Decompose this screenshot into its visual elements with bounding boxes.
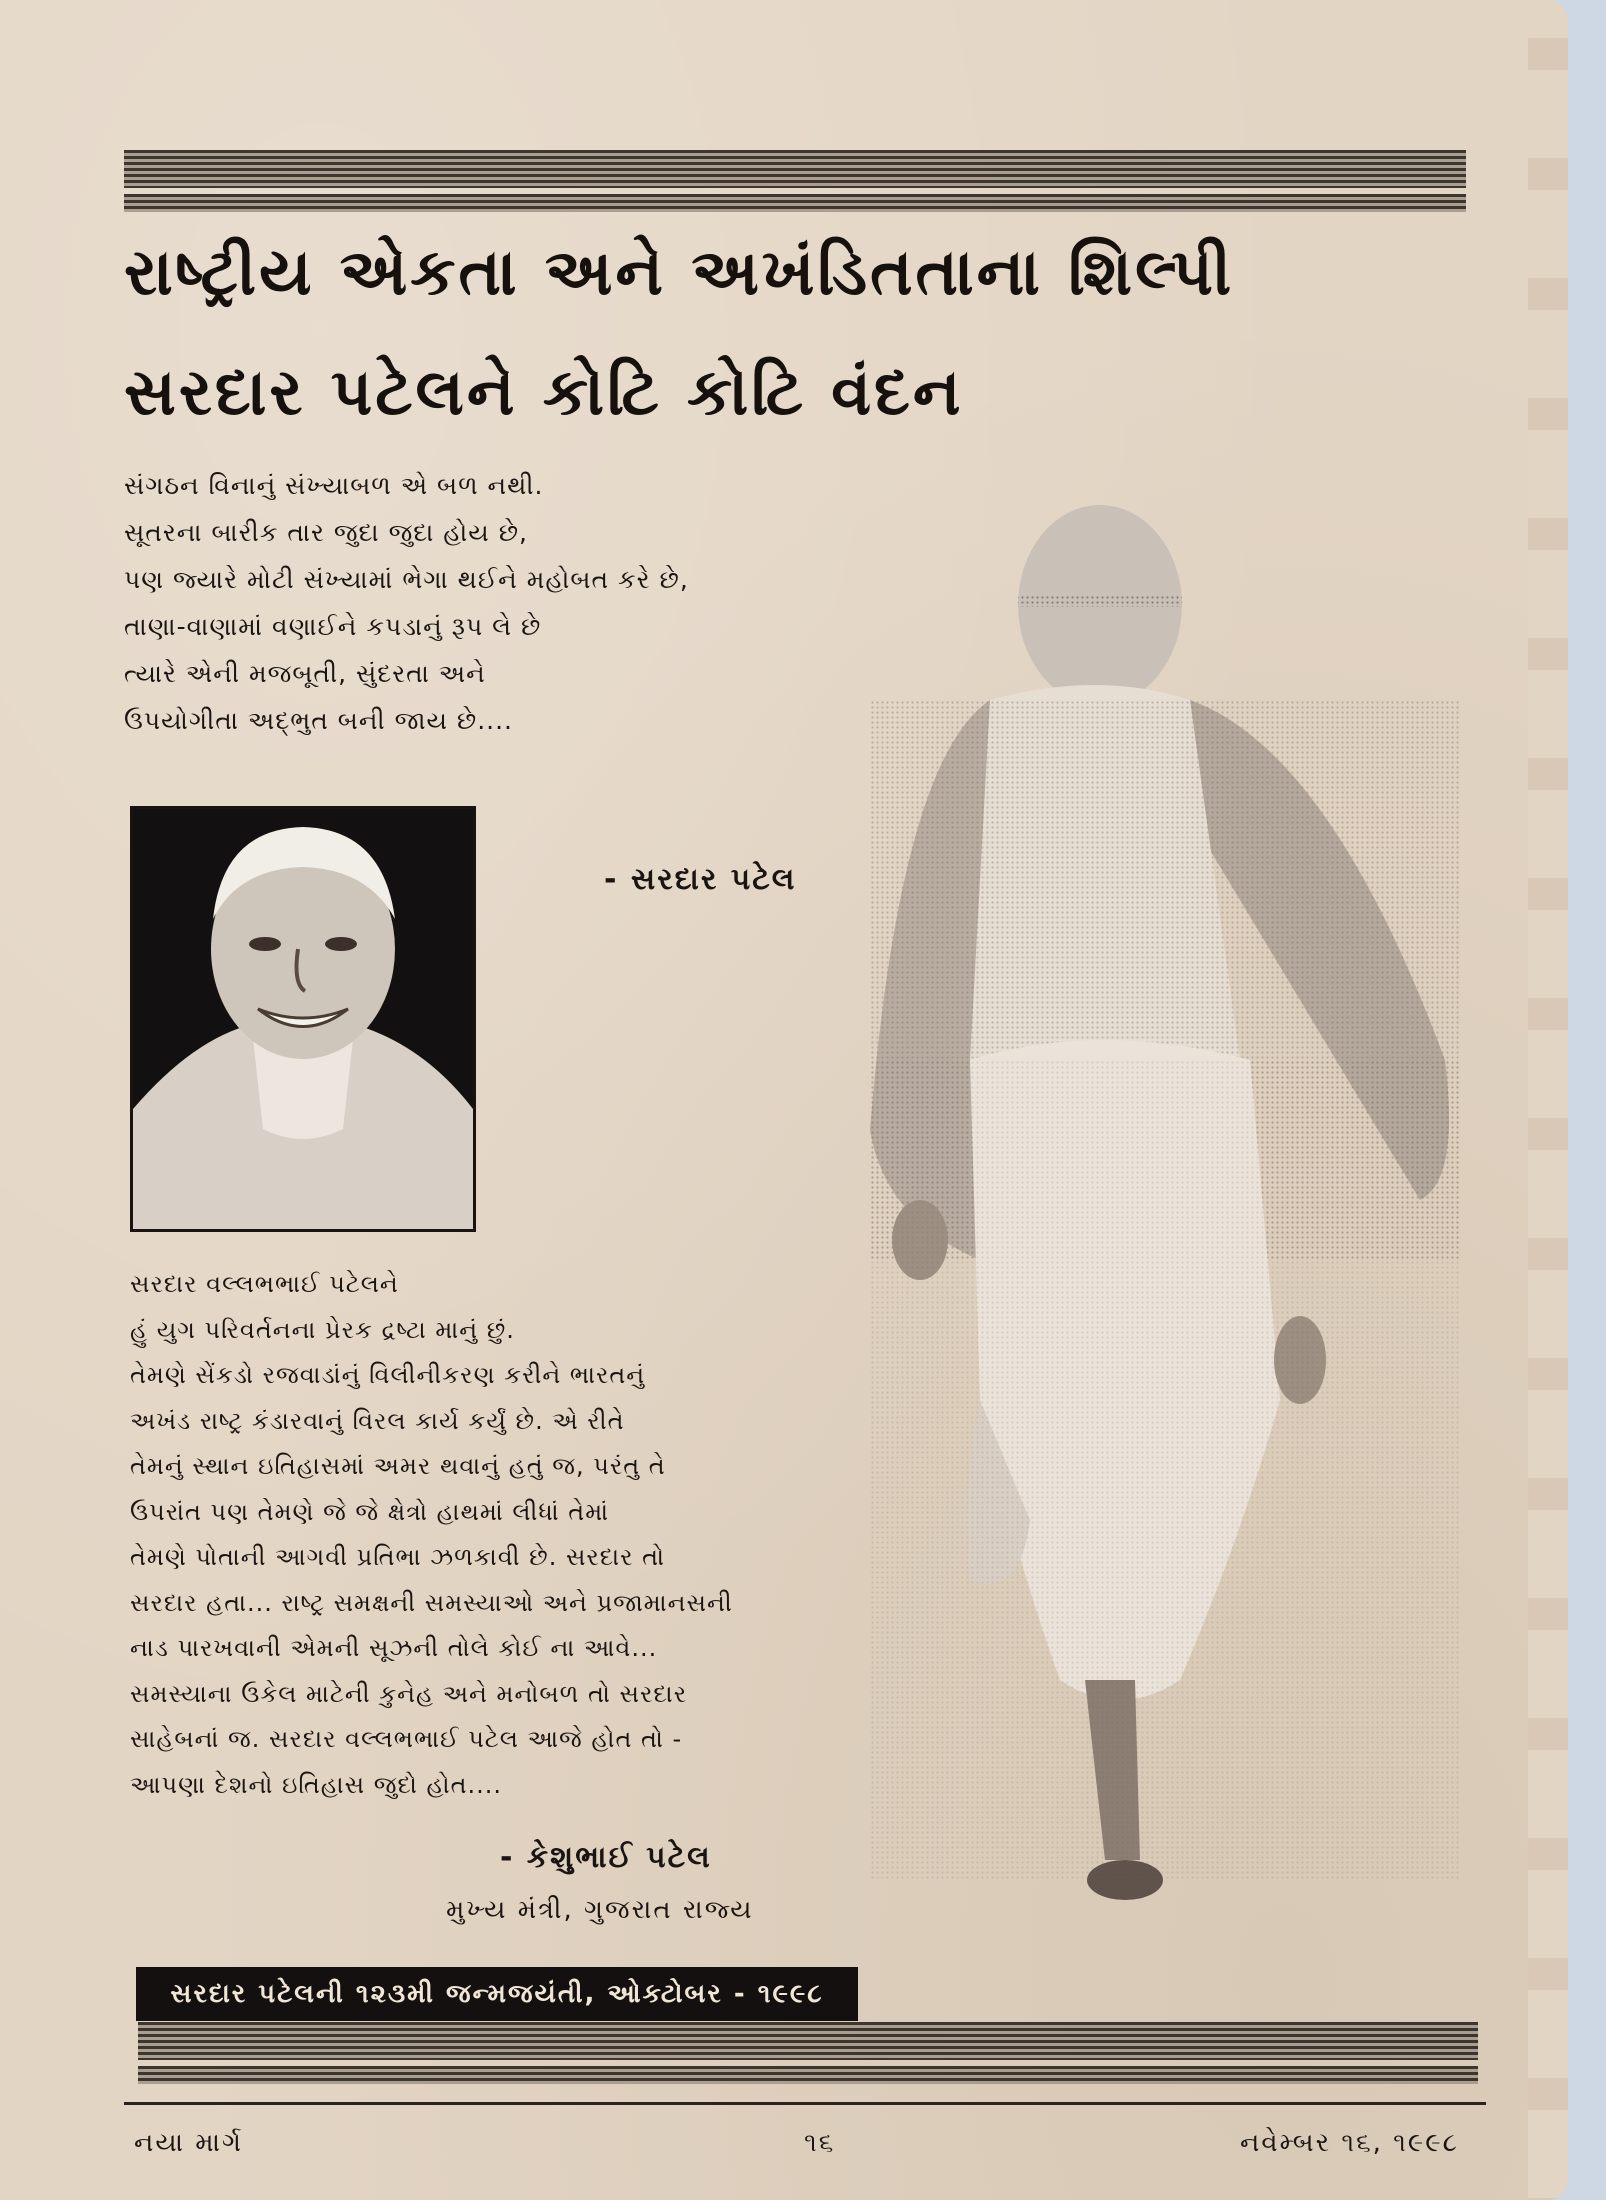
quote-line: ઉપયોગીતા અદ્ભુત બની જાય છે.... bbox=[124, 706, 514, 735]
paragraph-line: નાડ પારખવાની એમની સૂઝની તોલે કોઈ ના આવે... bbox=[130, 1634, 658, 1662]
torn-page-edge bbox=[1546, 0, 1606, 2200]
bottom-decorative-band-thin bbox=[138, 2066, 1478, 2084]
signatory-designation: મુખ્ય મંત્રી, ગુજરાત રાજ્ય bbox=[446, 1895, 754, 1925]
signatory-name: - કેશુભાઈ પટેલ bbox=[500, 1840, 712, 1875]
paragraph-line: તેમણે સેંકડો રજવાડાંનું વિલીનીકરણ કરીને ભારતનું bbox=[130, 1361, 646, 1389]
paragraph-line: આપણા દેશનો ઇતિહાસ જુદો હોત.... bbox=[130, 1770, 502, 1799]
footer-date: નવેમ્બર ૧૬, ૧૯૯૮ bbox=[1240, 2128, 1459, 2158]
portrait-illustration bbox=[133, 809, 473, 1229]
quote-block bbox=[124, 462, 824, 744]
top-decorative-band-thin bbox=[124, 194, 1466, 212]
keshubhai-portrait-photo bbox=[130, 806, 476, 1232]
quote-line: તાણા-વાણામાં વણાઈને કપડાનું રૂપ લે છે bbox=[124, 612, 542, 641]
footer-page-number: ૧૬ bbox=[804, 2128, 836, 2158]
anniversary-banner: સરદાર પટેલની ૧૨૩મી જન્મજયંતી, ઓક્ટોબર - ૧૯૯૮ bbox=[136, 1967, 858, 2021]
paragraph-line: ઉપરાંત પણ તેમણે જે જે ક્ષેત્રો હાથમાં લીધાં તેમાં bbox=[130, 1497, 610, 1526]
paragraph-line: સમસ્યાના ઉકેલ માટેની કુનેહ અને મનોબળ તો સરદાર bbox=[130, 1679, 688, 1708]
sardar-patel-walking-photo bbox=[860, 500, 1460, 1950]
paragraph-line: સાહેબનાં જ. સરદાર વલ્લભભાઈ પટેલ આજે હોત તો - bbox=[130, 1725, 683, 1753]
quote-line: પણ જ્યારે મોટી સંખ્યામાં ભેગા થઈને મહોબત કરે છે, bbox=[124, 565, 689, 594]
tribute-paragraph bbox=[130, 1262, 850, 1808]
bottom-decorative-band bbox=[138, 2022, 1478, 2060]
paragraph-line: તેમનું સ્થાન ઇતિહાસમાં અમર થવાનું હતું જ, પરંતુ તે bbox=[130, 1452, 666, 1480]
quote-author: - સરદાર પટેલ bbox=[604, 862, 797, 897]
quote-line: સૂતરના બારીક તાર જુદા જુદા હોય છે, bbox=[124, 518, 529, 547]
quote-line: સંગઠન વિનાનું સંખ્યાબળ એ બળ નથી. bbox=[124, 471, 544, 500]
standing-figure-illustration bbox=[860, 500, 1460, 1950]
paragraph-line: તેમણે પોતાની આગવી પ્રતિભા ઝળકાવી છે. સરદાર તો bbox=[130, 1543, 666, 1571]
headline-line-2: સરદાર પટેલને કોટિ કોટિ વંદન bbox=[124, 356, 964, 430]
paragraph-line: સરદાર હતા... રાષ્ટ્ર સમક્ષની સમસ્યાઓ અને પ્રજામાનસની bbox=[130, 1588, 733, 1617]
footer-rule bbox=[124, 2102, 1486, 2105]
headline-line-1: રાષ્ટ્રીય એકતા અને અખંડિતતાના શિલ્પી bbox=[124, 236, 1235, 310]
paragraph-line: અખંડ રાષ્ટ્ર કંડારવાનું વિરલ કાર્ય કર્યું છે. એ રીતે bbox=[130, 1406, 625, 1435]
quote-line: ત્યારે એની મજબૂતી, સુંદરતા અને bbox=[124, 659, 486, 688]
footer-publication-name: નયા માર્ગ bbox=[134, 2128, 244, 2158]
paragraph-line: હું યુગ પરિવર્તનના પ્રેરક દ્રષ્ટા માનું છું. bbox=[130, 1315, 515, 1344]
top-decorative-band bbox=[124, 150, 1466, 188]
paragraph-line: સરદાર વલ્લભભાઈ પટેલને bbox=[130, 1270, 399, 1298]
